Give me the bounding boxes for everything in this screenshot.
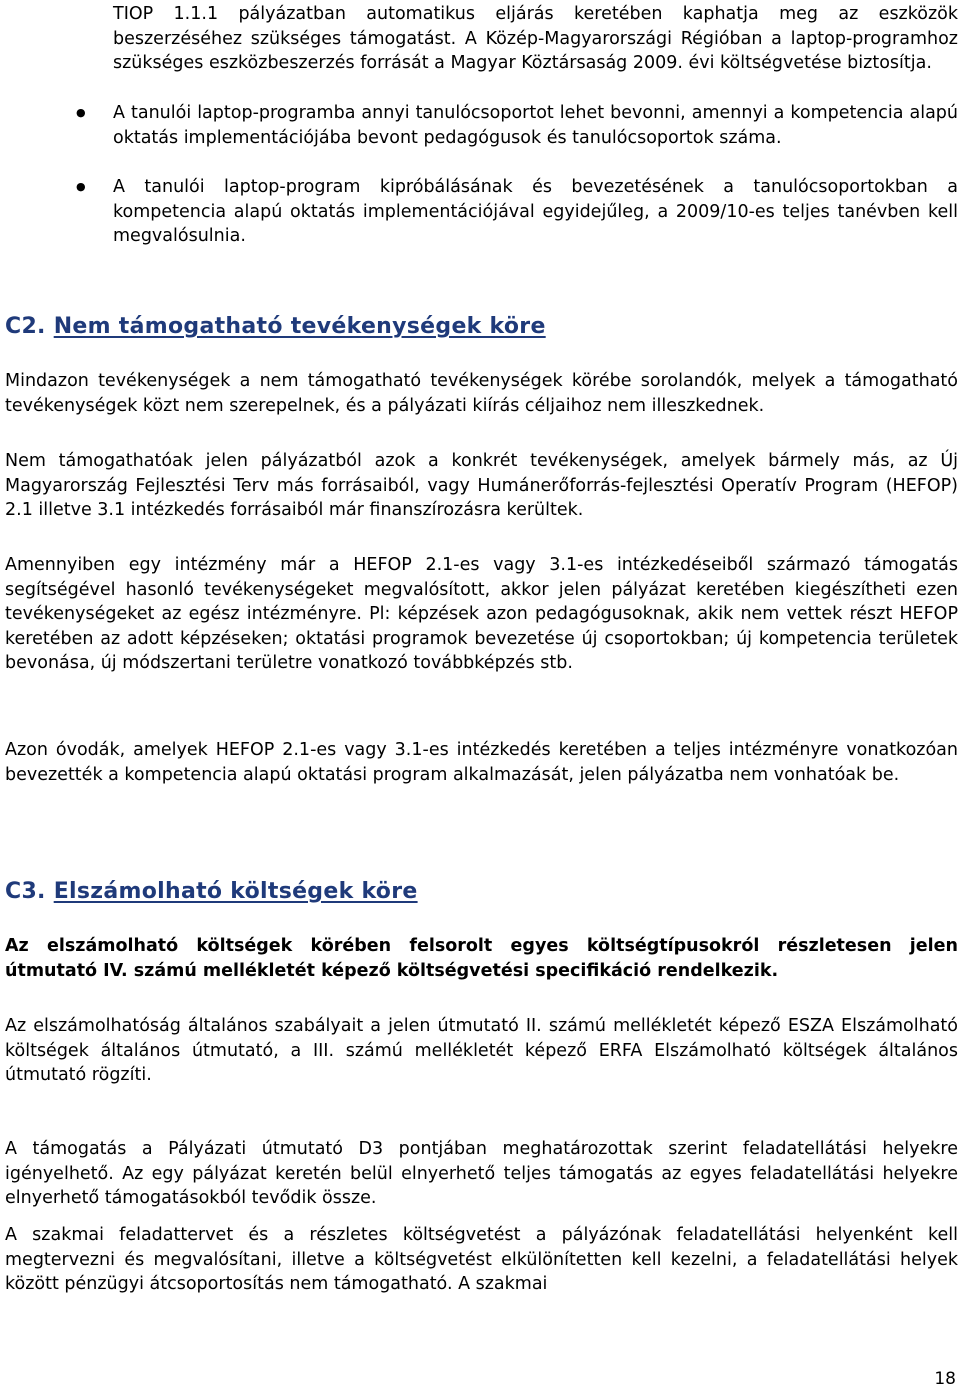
paragraph: Azon óvodák, amelyek HEFOP 2.1-es vagy 3.1-es intézkedés keretében a teljes intézményre vonatkozóan bevezették a kompetencia alapú oktatási program alkalmazását, jelen pályázatba nem vonhatóak be. bbox=[5, 740, 958, 785]
paragraph: A támogatás a Pályázati útmutató D3 pontjában meghatározottak szerint feladatellátási helyekre igényelhető. Az egy pályázat keretén belül elnyerhető teljes támogatás az egyes feladatellátási helyekre elnyerhető támogatásokból tevődik össze. bbox=[5, 1139, 958, 1209]
bullet-icon: ● bbox=[76, 180, 86, 193]
paragraph: A szakmai feladattervet és a részletes költségvetést a pályázónak feladatellátási helyenként kell megtervezni és megvalósítani, illetve a költségvetést elkülönítetten kell kezelni, a feladatellátási helyek között pénzügyi átcsoportosítás nem támogatható. A szakmai bbox=[5, 1225, 958, 1295]
section-heading-c2 bbox=[5, 314, 546, 339]
section-number: C2. bbox=[5, 314, 46, 339]
paragraph: Nem támogathatóak jelen pályázatból azok a konkrét tevékenységek, amelyek bármely más, az Új Magyarország Fejlesztési Terv más forrásaiból, vagy Humánerőforrás-fejlesztési Operatív Program (HEFOP) 2.1 illetve 3.1 intézkedés forrásaiból már finanszírozásra kerültek. bbox=[5, 451, 958, 521]
page-number: 18 bbox=[934, 1369, 956, 1389]
paragraph: Amennyiben egy intézmény már a HEFOP 2.1-es vagy 3.1-es intézkedéseiből származó támogatás segítségével hasonló tevékenységeket megvalósított, akkor jelen pályázat keretében kiegészítheti ezen tevékenységeket az egész intézményre. Pl: képzések azon pedagógusoknak, akik nem vettek részt HEFOP keretében az adott képzéseken; oktatási programok bevezetése új csoportokban; új kompetencia területek bevonása, új módszertani területre vonatkozó továbbképzés stb. bbox=[5, 555, 958, 674]
bullet-continuation: TIOP 1.1.1 pályázatban automatikus eljárás keretében kaphatja meg az eszközök beszerzéséhez szükséges támogatást. A Közép-Magyarországi Régióban a laptop-programhoz szükséges eszközbeszerzés forrását a Magyar Köztársaság 2009. évi költségvetése biztosítja. bbox=[113, 4, 958, 73]
bold-paragraph: Az elszámolható költségek körében felsorolt egyes költségtípusokról részletesen jelen útmutató IV. számú mellékletét képező költségvetési specifikáció rendelkezik. bbox=[5, 936, 958, 981]
section-title: Nem támogatható tevékenységek köre bbox=[53, 314, 546, 339]
section-number: C3. bbox=[5, 879, 46, 904]
section-heading-c3 bbox=[5, 879, 418, 904]
bullet-item: A tanulói laptop-programba annyi tanulócsoportot lehet bevonni, amennyi a kompetencia alapú oktatás implementációjába bevont pedagógusok és tanulócsoportok száma. bbox=[113, 103, 958, 148]
bullet-icon: ● bbox=[76, 106, 86, 119]
bullet-item: A tanulói laptop-program kipróbálásának és bevezetésének a tanulócsoportokban a kompetencia alapú oktatás implementációjával egyidejűleg, a 2009/10-es teljes tanévben kell megvalósulnia. bbox=[113, 177, 958, 246]
section-title: Elszámolható költségek köre bbox=[53, 879, 418, 904]
paragraph: Az elszámolhatóság általános szabályait a jelen útmutató II. számú mellékletét képező ESZA Elszámolható költségek általános útmutató, a III. számú mellékletét képező ERFA Elszámolható költségek általános útmutató rögzíti. bbox=[5, 1016, 958, 1086]
paragraph: Mindazon tevékenységek a nem támogatható tevékenységek körébe sorolandók, melyek a támogatható tevékenységek közt nem szerepelnek, és a pályázati kiírás céljaihoz nem illeszkednek. bbox=[5, 371, 958, 416]
